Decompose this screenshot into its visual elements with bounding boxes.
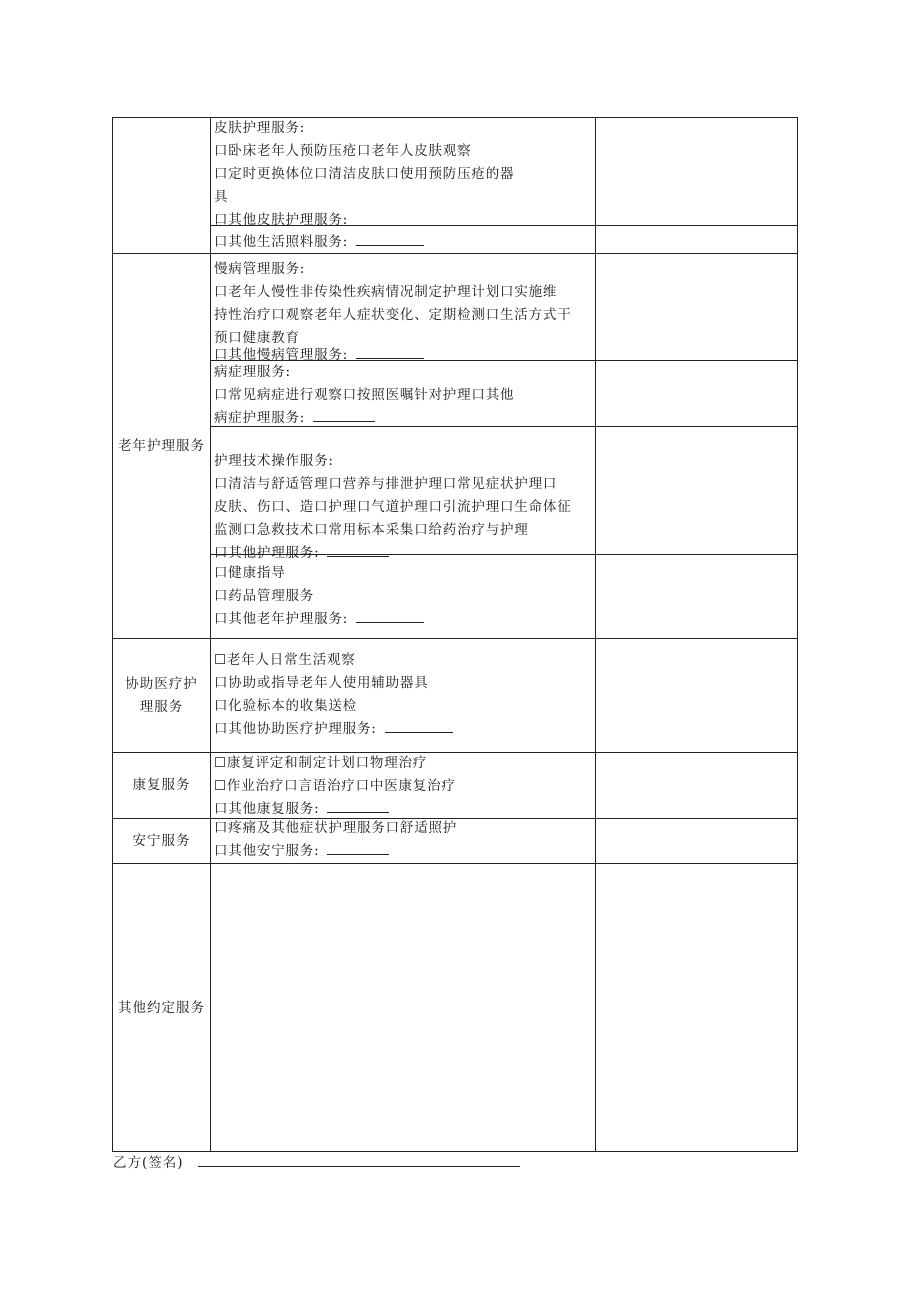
category-assist-medical <box>112 639 211 752</box>
hospice-option[interactable]: 口疼痛及其他症状护理服务口舒适照护 <box>214 820 458 836</box>
assist-medical-cell <box>214 649 596 741</box>
fill-in-blank[interactable] <box>356 233 424 246</box>
assist-option[interactable]: 口协助或指导老年人使用辅助器具 <box>214 675 429 691</box>
signature-label: 乙方(签名) <box>113 1155 184 1171</box>
rehab-option[interactable]: ☐作业治疗口言语治疗口中医康复治疗 <box>214 778 456 794</box>
chronic-management-cell <box>214 258 596 367</box>
category-assist-medical-line2: 理服务 <box>139 698 184 715</box>
fill-in-blank[interactable] <box>356 346 424 359</box>
chronic-option[interactable]: 预口健康教育 <box>214 330 300 346</box>
elderly-other-option[interactable]: 口其他老年护理服务: <box>214 611 349 627</box>
chronic-line: 慢病管理服务: <box>214 261 306 277</box>
rehab-cell <box>214 752 596 821</box>
hospice-cell <box>214 817 596 863</box>
other-life-care-option[interactable]: 口其他生活照料服务: <box>214 234 349 250</box>
fill-in-blank[interactable] <box>385 720 453 733</box>
signature-row <box>113 1152 520 1173</box>
row-divider <box>112 638 798 639</box>
elderly-misc-cell <box>214 562 596 631</box>
chronic-other-option[interactable]: 口其他慢病管理服务: <box>214 347 349 363</box>
skin-care-cell <box>214 117 596 232</box>
category-assist-medical-line1: 协助医疗护 <box>125 675 198 692</box>
symptom-option[interactable]: 口常见病症进行观察口按照医嘱针对护理口其他 <box>214 387 515 403</box>
assist-other-option[interactable]: 口其他协助医疗护理服务: <box>214 721 377 737</box>
signature-field[interactable] <box>198 1152 520 1167</box>
other-life-care-cell <box>214 231 596 254</box>
rehab-other-option[interactable]: 口其他康复服务: <box>214 801 320 817</box>
skin-care-line: 皮肤护理服务: <box>214 120 306 136</box>
technique-option[interactable]: 皮肤、伤口、造口护理口气道护理口引流护理口生命体征 <box>214 499 572 515</box>
technique-other-option[interactable]: 口其他护理服务: <box>214 545 320 561</box>
symptom-care-cell <box>214 361 596 430</box>
assist-option[interactable]: ☐老年人日常生活观察 <box>214 652 356 668</box>
skin-care-option[interactable]: 口定时更换体位口清洁皮肤口使用预防压疮的器 <box>214 166 515 182</box>
skin-care-option[interactable]: 口卧床老年人预防压疮口老年人皮肤观察 <box>214 143 472 159</box>
skin-care-line: 具 <box>214 189 229 205</box>
hospice-other-option[interactable]: 口其他安宁服务: <box>214 843 320 859</box>
fill-in-blank[interactable] <box>327 800 389 813</box>
other-agreed-remark-area[interactable] <box>596 864 797 1151</box>
category-rehab: 康复服务 <box>132 777 191 793</box>
chronic-option[interactable]: 持性治疗口观察老年人症状变化、定期检测口生活方式干 <box>214 307 572 323</box>
chronic-option[interactable]: 口老年人慢性非传染性疾病情况制定护理计划口实施维 <box>214 284 558 300</box>
fill-in-blank[interactable] <box>327 544 389 557</box>
technique-option[interactable]: 监测口急救技术口常用标本采集口给药治疗与护理 <box>214 522 529 538</box>
fill-in-blank[interactable] <box>313 409 375 422</box>
other-agreed-content-area[interactable] <box>211 864 595 1151</box>
technique-line: 护理技术操作服务: <box>214 453 334 469</box>
skin-care-other-option[interactable]: 口其他皮肤护理服务: <box>214 212 349 228</box>
symptom-other-option[interactable]: 病症护理服务: <box>214 410 306 426</box>
category-elderly-nursing: 老年护理服务 <box>118 437 205 454</box>
rehab-option[interactable]: ☐康复评定和制定计划口物理治疗 <box>214 755 428 771</box>
symptom-line: 病症理服务: <box>214 364 291 380</box>
fill-in-blank[interactable] <box>327 842 389 855</box>
nursing-technique-cell <box>214 450 596 565</box>
technique-option[interactable]: 口清洁与舒适管理口营养与排泄护理口常见症状护理口 <box>214 476 558 492</box>
category-hospice: 安宁服务 <box>132 832 191 849</box>
medication-management-option[interactable]: 口药品管理服务 <box>214 588 315 604</box>
assist-option[interactable]: 口化验标本的收集送检 <box>214 698 357 714</box>
category-other-agreed: 其他约定服务 <box>118 999 205 1016</box>
fill-in-blank[interactable] <box>356 610 424 623</box>
health-guidance-option[interactable]: 口健康指导 <box>214 565 286 581</box>
